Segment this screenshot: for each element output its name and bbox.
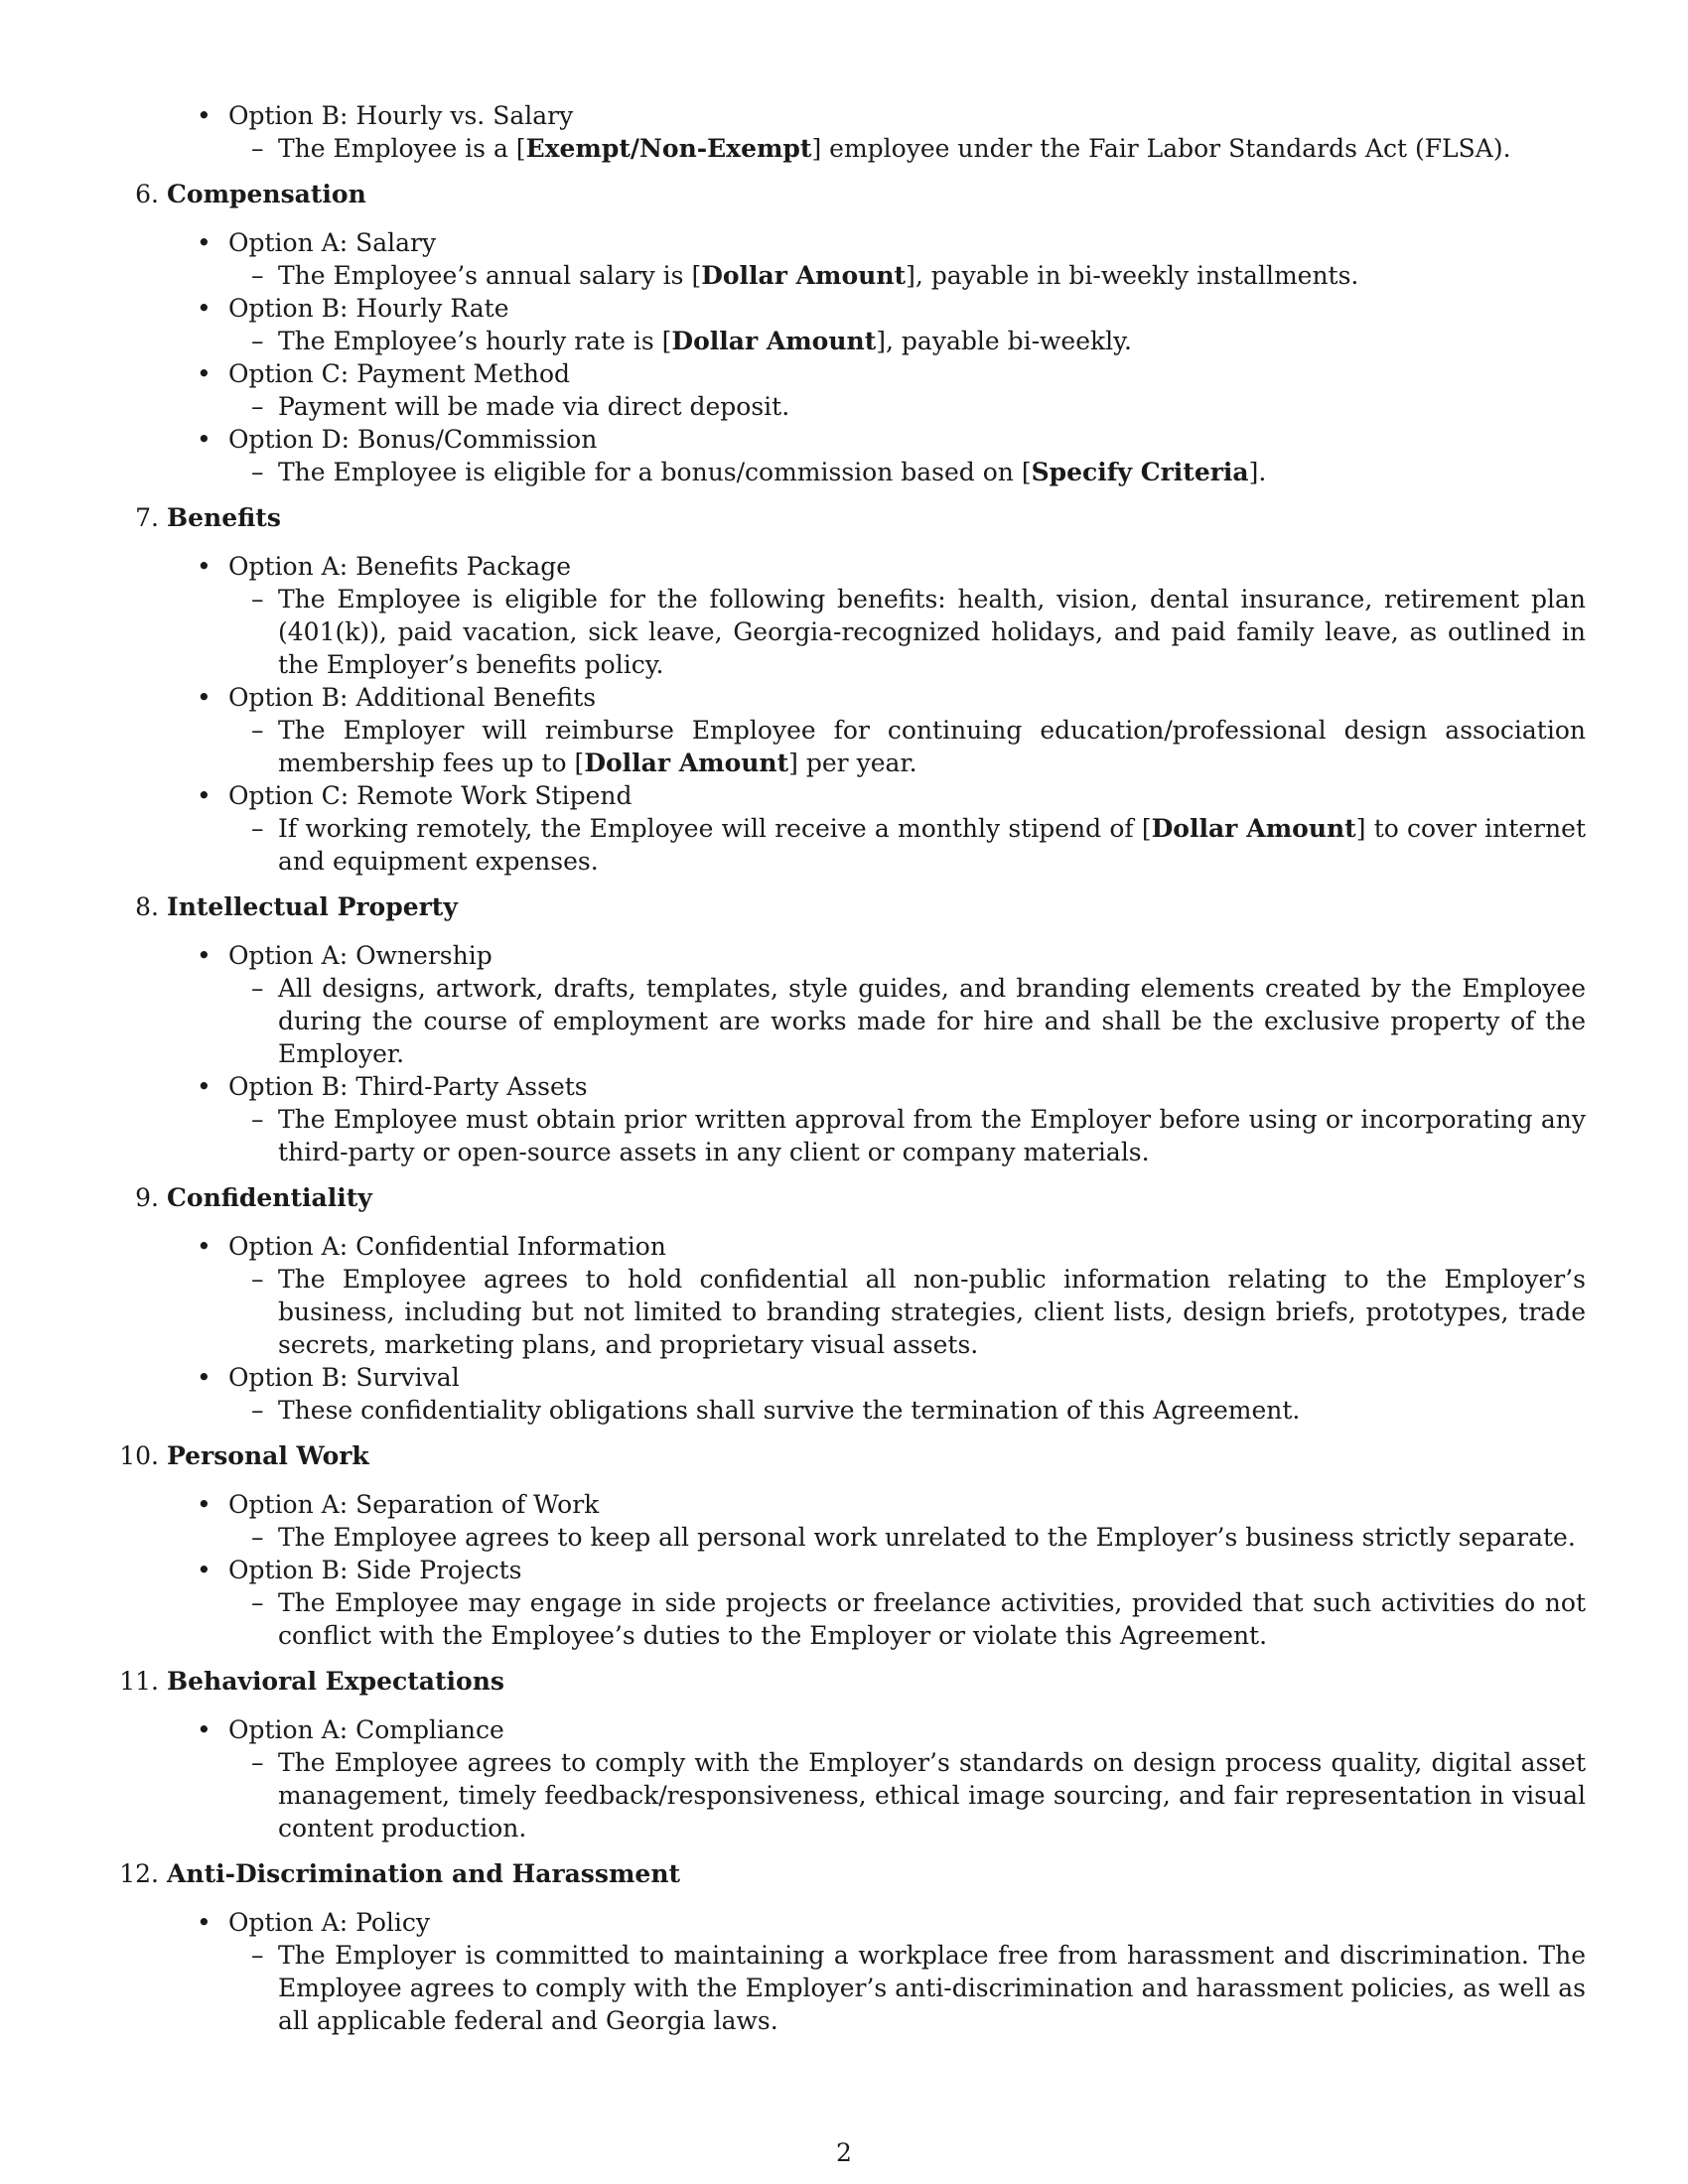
dash-marker: – — [251, 458, 264, 486]
option-item — [0, 1713, 1688, 1844]
option-detail — [251, 972, 1586, 1070]
option-item — [0, 681, 1688, 779]
option-detail — [251, 1263, 1586, 1361]
option-label-line — [0, 226, 1688, 259]
placeholder-field: Exempt/Non-Exempt — [525, 134, 812, 163]
option-label-line — [0, 357, 1688, 390]
dash-marker: – — [251, 1265, 264, 1294]
option-list — [0, 226, 1688, 488]
dash-marker: – — [251, 392, 264, 421]
option-item — [0, 357, 1688, 423]
section-heading — [0, 1439, 1688, 1472]
section-title: Benefits — [167, 503, 281, 532]
dash-marker: – — [251, 327, 264, 355]
option-item — [0, 292, 1688, 357]
option-label-line — [0, 292, 1688, 325]
option-label: Option B: Hourly Rate — [228, 294, 509, 323]
option-item — [0, 1230, 1688, 1361]
dash-marker: – — [251, 1588, 264, 1617]
section-number: 11. — [119, 1667, 159, 1696]
option-label: Option A: Policy — [228, 1908, 431, 1937]
dash-marker: – — [251, 261, 264, 290]
detail-text-end: ]. — [1248, 458, 1267, 486]
dash-marker: – — [251, 814, 264, 843]
option-label-line — [0, 1230, 1688, 1263]
dash-marker: – — [251, 1523, 264, 1552]
detail-text: The Employee is eligible for the following benefits: health, vision, dental insurance, retirement plan (401(k)), paid vacation, sick leave, Georgia-recognized holidays, and paid family leave, as outlined in the Employer’s benefits policy. — [278, 585, 1586, 679]
option-list — [0, 1488, 1688, 1652]
section-title: Anti-Discrimination and Harassment — [167, 1859, 681, 1888]
detail-text: The Employee agrees to hold confidential all non-public information relating to the Employer’s business, including but not limited to branding strategies, client lists, design briefs, prototypes, trade secrets, marketing plans, and proprietary visual assets. — [278, 1265, 1586, 1359]
option-label-line — [0, 1488, 1688, 1521]
section-heading — [0, 1181, 1688, 1214]
option-label: Option C: Remote Work Stipend — [228, 781, 633, 810]
dash-marker: – — [251, 974, 264, 1003]
option-item — [0, 1070, 1688, 1168]
option-detail — [251, 1103, 1586, 1168]
option-list — [0, 1230, 1688, 1427]
bullet-marker: • — [197, 359, 211, 388]
option-label: Option B: Additional Benefits — [228, 683, 597, 712]
dash-marker: – — [251, 1941, 264, 1970]
dash-marker: – — [251, 134, 264, 163]
option-label-line — [0, 550, 1688, 583]
option-label-line — [0, 423, 1688, 456]
bullet-marker: • — [197, 228, 211, 257]
section-6 — [0, 178, 1688, 488]
section-heading — [0, 501, 1688, 534]
option-label-line — [0, 779, 1688, 812]
bullet-marker: • — [197, 425, 211, 454]
bullet-marker: • — [197, 1715, 211, 1744]
bullet-marker: • — [197, 1232, 211, 1261]
bullet-marker: • — [197, 1072, 211, 1101]
placeholder-field: Specify Criteria — [1031, 458, 1249, 486]
option-item — [0, 939, 1688, 1070]
placeholder-field: Dollar Amount — [584, 749, 789, 777]
detail-text: The Employer will reimburse Employee for continuing education/professional design association membership fees up to [ — [278, 716, 1586, 777]
section-heading — [0, 1857, 1688, 1890]
option-label: Option A: Benefits Package — [228, 552, 572, 581]
option-item — [0, 550, 1688, 681]
dash-marker: – — [251, 1748, 264, 1777]
dash-marker: – — [251, 1396, 264, 1425]
section-9 — [0, 1181, 1688, 1427]
detail-text: The Employee is a [ — [278, 134, 526, 163]
placeholder-field: Dollar Amount — [701, 261, 907, 290]
detail-text: The Employee’s annual salary is [ — [278, 261, 702, 290]
detail-text: The Employee agrees to comply with the Employer’s standards on design process quality, digital asset management, timely feedback/responsiveness, ethical image sourcing, and fair representation in visual content production. — [278, 1748, 1586, 1843]
bullet-marker: • — [197, 1363, 211, 1392]
section-10 — [0, 1439, 1688, 1652]
option-label-line — [0, 681, 1688, 714]
option-label-line — [0, 1554, 1688, 1586]
section-8 — [0, 890, 1688, 1168]
option-item — [0, 1906, 1688, 2037]
detail-text-end: ] employee under the Fair Labor Standards Act (FLSA). — [811, 134, 1511, 163]
option-detail — [251, 1586, 1586, 1652]
document-body — [0, 99, 1688, 2037]
detail-text: All designs, artwork, drafts, templates, style guides, and branding elements created by the Employee during the course of employment are works made for hire and shall be the exclusive property of the Employer. — [278, 974, 1586, 1068]
option-item — [0, 423, 1688, 488]
section-list — [0, 178, 1688, 2037]
detail-text-end: ] per year. — [788, 749, 917, 777]
section-heading — [0, 178, 1688, 210]
option-list — [0, 550, 1688, 878]
bullet-marker: • — [197, 1556, 211, 1584]
option-item — [0, 1554, 1688, 1652]
option-item — [0, 1361, 1688, 1427]
option-item — [0, 99, 1688, 165]
option-label: Option A: Ownership — [228, 941, 492, 970]
option-label-line — [0, 1361, 1688, 1394]
option-list — [0, 939, 1688, 1168]
option-label-line — [0, 99, 1688, 132]
detail-text: The Employee may engage in side projects or freelance activities, provided that such activities do not conflict with the Employee’s duties to the Employer or violate this Agreement. — [278, 1588, 1586, 1650]
option-detail — [251, 812, 1586, 878]
detail-text: The Employer is committed to maintaining a workplace free from harassment and discrimination. The Employee agrees to comply with the Employer’s anti-discrimination and harassment policies, as well as all applicable federal and Georgia laws. — [278, 1941, 1586, 2035]
section-heading — [0, 1665, 1688, 1698]
section-number: 12. — [119, 1859, 159, 1888]
detail-text: If working remotely, the Employee will receive a monthly stipend of [ — [278, 814, 1152, 843]
section-heading — [0, 890, 1688, 923]
bullet-marker: • — [197, 1908, 211, 1937]
detail-text: The Employee’s hourly rate is [ — [278, 327, 672, 355]
option-label: Option D: Bonus/Commission — [228, 425, 598, 454]
option-label: Option B: Hourly vs. Salary — [228, 101, 574, 130]
dash-marker: – — [251, 1105, 264, 1134]
option-label-line — [0, 1713, 1688, 1746]
section-12 — [0, 1857, 1688, 2037]
option-label: Option A: Confidential Information — [228, 1232, 666, 1261]
option-label-line — [0, 1906, 1688, 1939]
placeholder-field: Dollar Amount — [1151, 814, 1356, 843]
detail-text-end: ], payable bi-weekly. — [876, 327, 1132, 355]
option-detail — [251, 259, 1586, 292]
option-item — [0, 779, 1688, 878]
option-item — [0, 1488, 1688, 1554]
detail-text-end: ], payable in bi-weekly installments. — [906, 261, 1359, 290]
option-label: Option B: Third-Party Assets — [228, 1072, 588, 1101]
page-number: 2 — [836, 2138, 852, 2167]
section-title: Confidentiality — [167, 1183, 372, 1212]
detail-text-end: ] to cover internet and equipment expenses. — [278, 814, 1586, 876]
option-detail — [251, 583, 1586, 681]
bullet-marker: • — [197, 941, 211, 970]
option-label: Option B: Survival — [228, 1363, 460, 1392]
option-detail — [251, 325, 1586, 357]
option-label: Option A: Compliance — [228, 1715, 504, 1744]
option-detail — [251, 714, 1586, 779]
section-title: Intellectual Property — [167, 892, 458, 921]
section-number: 10. — [119, 1441, 159, 1470]
option-label: Option B: Side Projects — [228, 1556, 522, 1584]
option-label-line — [0, 939, 1688, 972]
option-list — [0, 1906, 1688, 2037]
detail-text: Payment will be made via direct deposit. — [278, 392, 790, 421]
option-detail — [251, 1746, 1586, 1844]
placeholder-field: Dollar Amount — [671, 327, 877, 355]
option-detail — [251, 1939, 1586, 2037]
detail-text: The Employee agrees to keep all personal work unrelated to the Employer’s business strictly separate. — [278, 1523, 1576, 1552]
section-11 — [0, 1665, 1688, 1844]
bullet-marker: • — [197, 101, 211, 130]
option-detail — [251, 1521, 1586, 1554]
continued-options — [0, 99, 1688, 165]
detail-text: The Employee must obtain prior written approval from the Employer before using or incorporating any third-party or open-source assets in any client or company materials. — [278, 1105, 1586, 1166]
detail-text: These confidentiality obligations shall survive the termination of this Agreement. — [278, 1396, 1301, 1425]
bullet-marker: • — [197, 552, 211, 581]
section-title: Behavioral Expectations — [167, 1667, 504, 1696]
bullet-marker: • — [197, 294, 211, 323]
section-title: Compensation — [167, 180, 366, 208]
bullet-marker: • — [197, 683, 211, 712]
bullet-marker: • — [197, 1490, 211, 1519]
section-number: 9. — [135, 1183, 159, 1212]
dash-marker: – — [251, 585, 264, 614]
option-label: Option C: Payment Method — [228, 359, 571, 388]
section-number: 8. — [135, 892, 159, 921]
option-detail — [251, 1394, 1586, 1427]
option-label: Option A: Separation of Work — [228, 1490, 600, 1519]
option-item — [0, 226, 1688, 292]
section-7 — [0, 501, 1688, 878]
dash-marker: – — [251, 716, 264, 745]
detail-text: The Employee is eligible for a bonus/commission based on [ — [278, 458, 1032, 486]
section-title: Personal Work — [167, 1441, 369, 1470]
option-detail — [251, 456, 1586, 488]
option-label: Option A: Salary — [228, 228, 437, 257]
option-detail — [251, 132, 1586, 165]
section-number: 6. — [135, 180, 159, 208]
bullet-marker: • — [197, 781, 211, 810]
option-detail — [251, 390, 1586, 423]
option-label-line — [0, 1070, 1688, 1103]
section-number: 7. — [135, 503, 159, 532]
option-list — [0, 1713, 1688, 1844]
